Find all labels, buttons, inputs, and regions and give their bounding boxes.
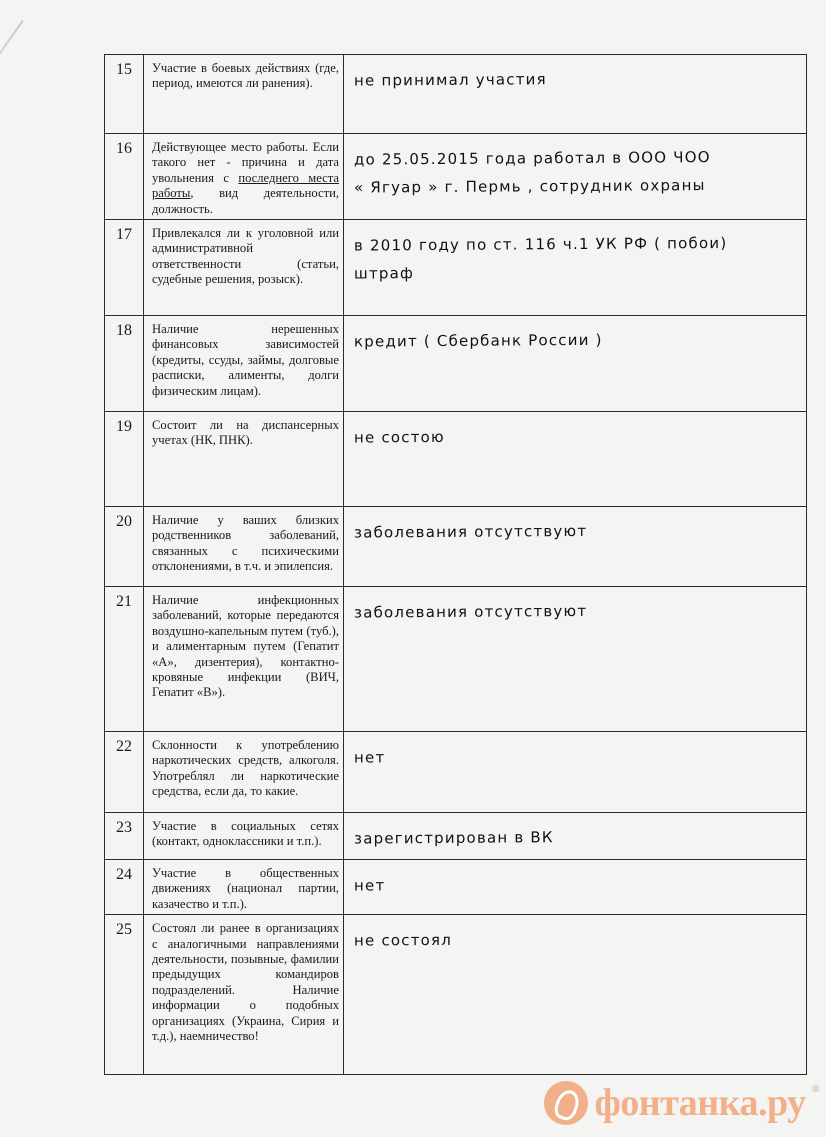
question-cell: Наличие у ваших близких родственников заболеваний, связанных с психическими отклонениями, в т.ч. и эпилепсия. <box>144 507 344 587</box>
answer-line: не состою <box>353 427 445 447</box>
table-row <box>105 412 807 507</box>
answer-cell <box>344 134 807 220</box>
row-number: 21 <box>105 587 144 732</box>
table-row <box>105 316 807 412</box>
row-number: 17 <box>105 220 144 316</box>
question-cell: Участие в боевых действиях (где, период, имеются ли ранения). <box>144 55 344 134</box>
table-row <box>105 55 807 134</box>
row-number: 19 <box>105 412 144 507</box>
table-row <box>105 732 807 813</box>
answer-cell <box>344 587 807 732</box>
answer-cell <box>344 860 807 915</box>
answer-line: нет <box>353 876 386 895</box>
table-row <box>105 813 807 860</box>
answer-line: штраф <box>353 264 415 283</box>
watermark-text: фонтанка.ру <box>594 1082 806 1124</box>
answer-line: не принимал участия <box>353 70 547 90</box>
answer-cell <box>344 813 807 860</box>
question-text: Действующее место работы. Если такого нет - причина и дата увольнения с <box>152 140 339 185</box>
answer-line: зарегистрирован в ВК <box>353 828 554 848</box>
question-text: , вид деятельности, должность. <box>152 186 339 216</box>
table-row <box>105 860 807 915</box>
question-cell: Участие в общественных движениях (национал партии, казачество и т.п.). <box>144 860 344 915</box>
registered-mark: ® <box>811 1083 820 1095</box>
question-cell: Наличие инфекционных заболеваний, которые передаются воздушно-капельным путем (туб.), и алиментарным путем (Гепатит «А», дизентерия), контактно-кровяные инфекции (ВИЧ, Гепатит «В»). <box>144 587 344 732</box>
row-number: 25 <box>105 915 144 1075</box>
table-row <box>105 915 807 1075</box>
answer-cell <box>344 55 807 134</box>
question-cell: Участие в социальных сетях (контакт, одноклассники и т.п.). <box>144 813 344 860</box>
table-row <box>105 587 807 732</box>
answer-line: « Ягуар » г. Пермь , сотрудник охраны <box>353 176 706 197</box>
answer-line: не состоял <box>353 931 453 950</box>
answer-cell <box>344 316 807 412</box>
row-number: 15 <box>105 55 144 134</box>
questionnaire-table <box>104 54 807 1075</box>
answer-cell <box>344 507 807 587</box>
table-row <box>105 134 807 220</box>
question-cell: Наличие нерешенных финансовых зависимостей (кредиты, ссуды, займы, долговые расписки, алименты, долги физическим лицам). <box>144 316 344 412</box>
row-number: 20 <box>105 507 144 587</box>
answer-cell <box>344 412 807 507</box>
answer-cell <box>344 732 807 813</box>
question-cell <box>144 134 344 220</box>
paper-crease <box>0 20 24 160</box>
row-number: 16 <box>105 134 144 220</box>
row-number: 22 <box>105 732 144 813</box>
watermark-logo <box>544 1081 820 1125</box>
answer-line: кредит ( Сбербанк России ) <box>353 330 603 351</box>
row-number: 24 <box>105 860 144 915</box>
answer-cell <box>344 220 807 316</box>
answer-line: заболевания отсутствуют <box>353 521 588 542</box>
answer-line: до 25.05.2015 года работал в ООО ЧОО <box>353 148 711 169</box>
table-row <box>105 507 807 587</box>
question-cell: Состоял ли ранее в организациях с аналогичными направлениями деятельности, позывные, фамилии предыдущих командиров подразделений. Наличие информации о подобных организациях (Украина, Сирия и т.д.), наемничество! <box>144 915 344 1075</box>
answer-line: нет <box>353 748 386 767</box>
question-cell: Привлекался ли к уголовной или административной ответственности (статьи, судебные решения, розыск). <box>144 220 344 316</box>
question-underlined-text: последнего места работы <box>152 170 339 201</box>
answer-line: в 2010 году по ст. 116 ч.1 УК РФ ( побои) <box>353 233 728 255</box>
question-cell: Состоит ли на диспансерных учетах (НК, ПНК). <box>144 412 344 507</box>
question-cell: Склонности к употреблению наркотических средств, алкоголя. Употреблял ли наркотические средства, если да, то какие. <box>144 732 344 813</box>
answer-cell <box>344 915 807 1075</box>
table-row <box>105 220 807 316</box>
row-number: 23 <box>105 813 144 860</box>
answer-line: заболевания отсутствуют <box>353 601 588 622</box>
row-number: 18 <box>105 316 144 412</box>
fontanka-logo-icon <box>544 1081 588 1125</box>
